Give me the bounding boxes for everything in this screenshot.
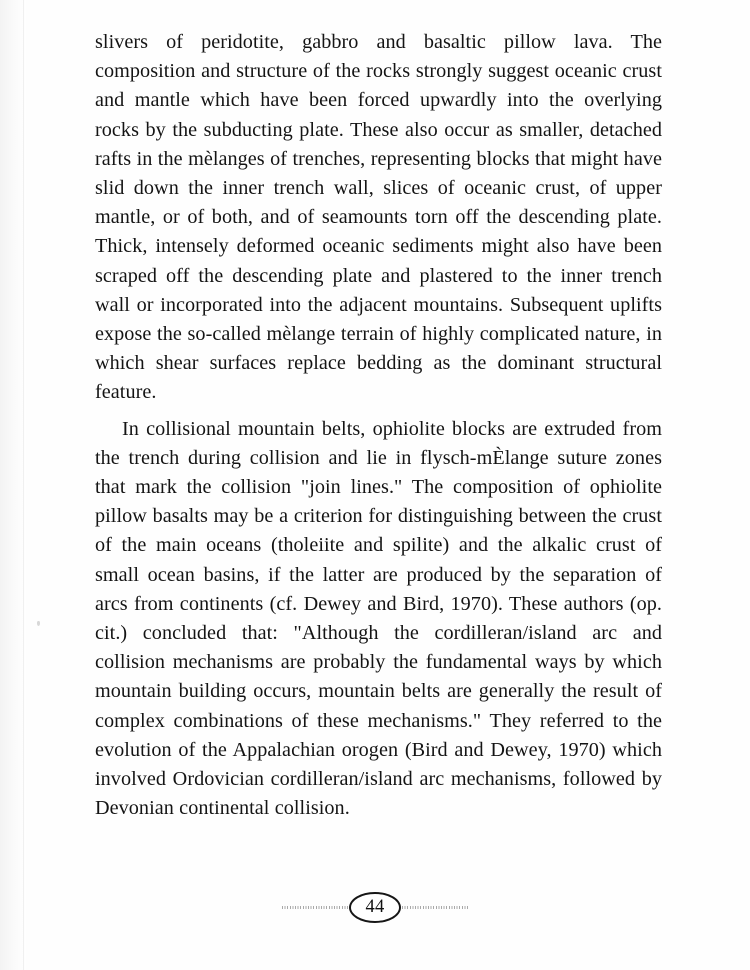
page-number: 44 [365, 896, 385, 917]
scan-gutter-line [23, 0, 24, 970]
folio-oval [349, 892, 401, 923]
folio-rule-left [282, 906, 348, 909]
body-text-block [95, 28, 662, 823]
scan-gutter-shadow [0, 0, 26, 970]
scan-artifact-speck [37, 621, 40, 626]
paragraph-1: slivers of peridotite, gabbro and basaltic pillow lava. The composition and structure of the rocks strongly suggest oceanic crust and mantle which have been forced upwardly into the overlying rocks by the subducting plate. These also occur as smaller, detached rafts in the mèlanges of trenches, representing blocks that might have slid down the inner trench wall, slices of oceanic crust, of upper mantle, or of both, and of seamounts torn off the descending plate. Thick, intensely deformed oceanic sediments might also have been scraped off the descending plate and plastered to the inner trench wall or incorporated into the adjacent mountains. Subsequent uplifts expose the so-called mèlange terrain of highly complicated nature, in which shear surfaces replace bedding as the dominant structural feature. [95, 31, 662, 404]
page-folio [0, 890, 750, 924]
folio-rule-right [402, 906, 468, 909]
paragraph-2: In collisional mountain belts, ophiolite blocks are extruded from the trench during collision and lie in flysch-mÈlange suture zones that mark the collision "join lines." The composition of ophiolite pillow basalts may be a criterion for distinguishing between the crust of the main oceans (tholeiite and spilite) and the alkalic crust of small ocean basins, if the latter are produced by the separation of arcs from continents (cf. Dewey and Bird, 1970). These authors (op. cit.) concluded that: "Although the cordilleran/island arc and collision mechanisms are probably the fundamental ways by which mountain building occurs, mountain belts are generally the result of complex combinations of these mechanisms." They referred to the evolution of the Appalachian orogen (Bird and Dewey, 1970) which involved Ordovician cordilleran/island arc mechanisms, followed by Devonian continental collision. [95, 417, 662, 820]
